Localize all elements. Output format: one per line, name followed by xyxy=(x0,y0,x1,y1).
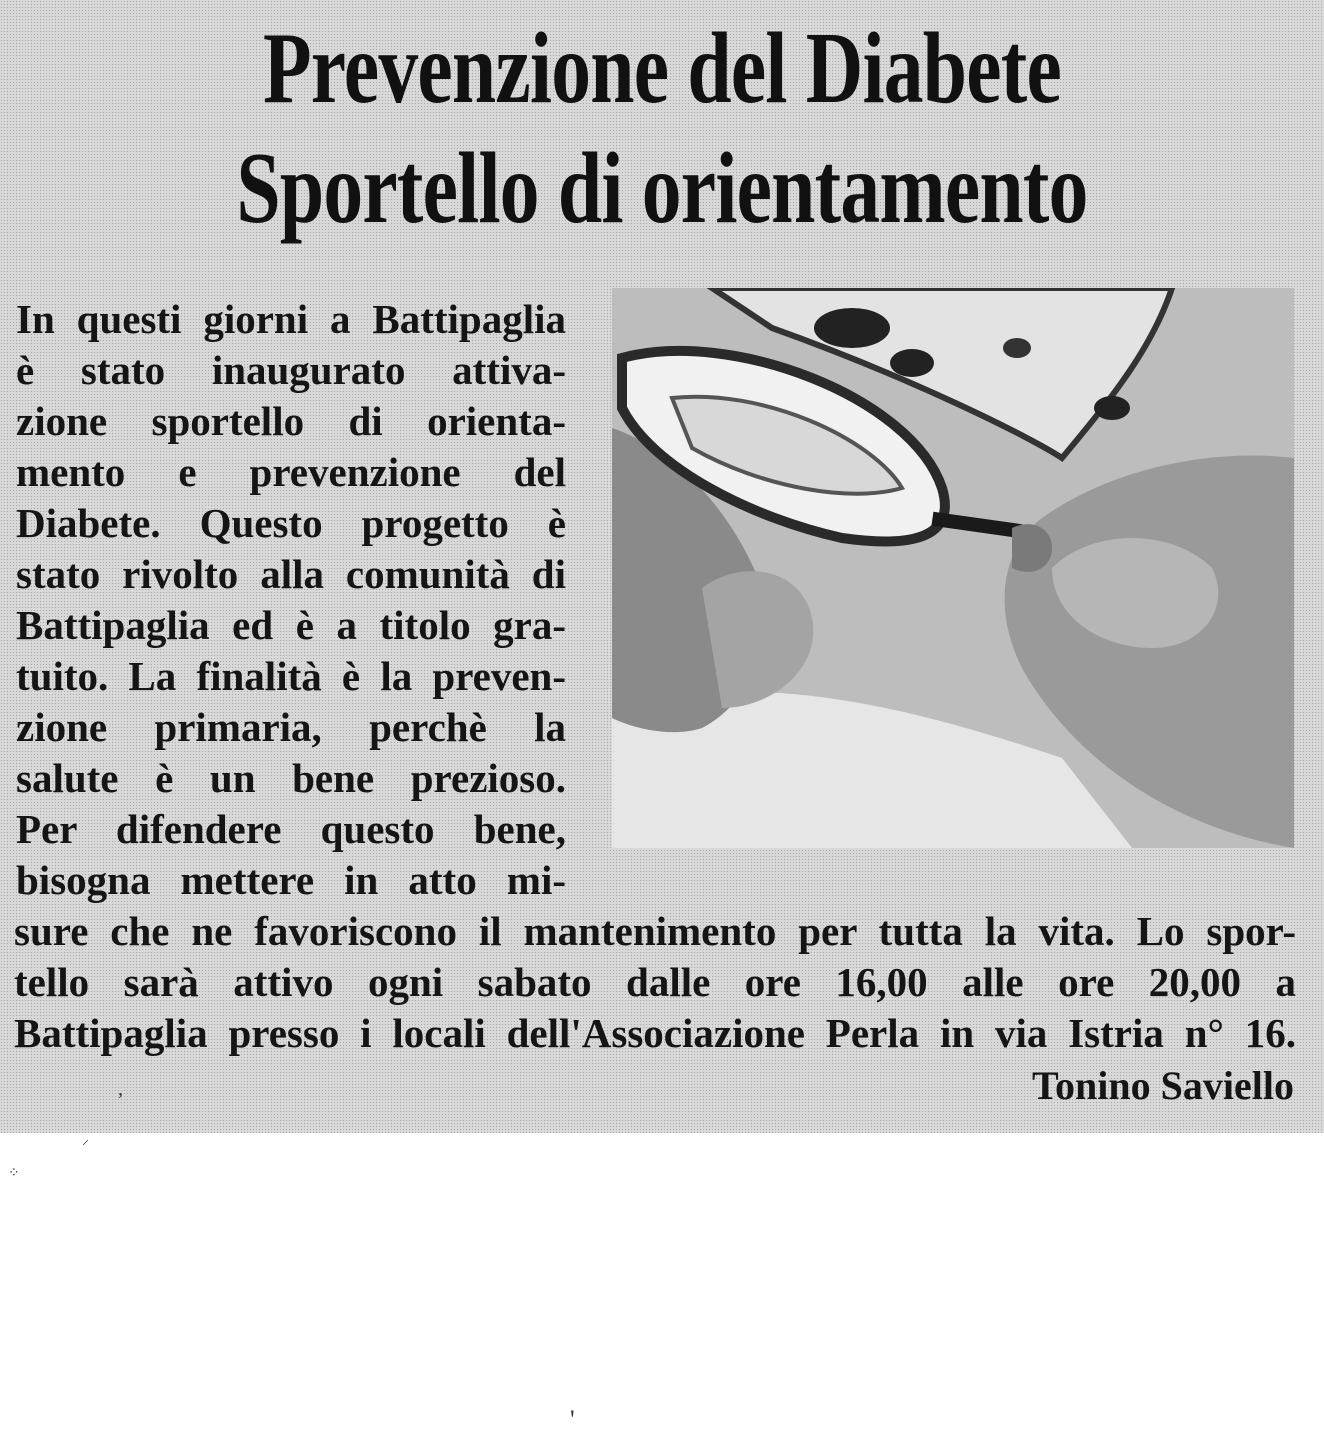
glucose-meter-photo xyxy=(612,288,1294,848)
article-line: salute è un bene prezioso. xyxy=(16,755,566,801)
scan-speck: ⸝ xyxy=(82,1133,89,1148)
article-column xyxy=(16,294,566,906)
article-line: bisogna mettere in atto mi- xyxy=(16,857,566,903)
article-line: Diabete. Questo progetto è xyxy=(16,500,566,546)
article-line: zione sportello di orienta- xyxy=(16,398,566,444)
headline-line-1: Prevenzione del Diabete xyxy=(262,12,1062,125)
article-line: stato rivolto alla comunità di xyxy=(16,551,566,597)
article-line: tello sarà attivo ogni sabato dalle ore 16,00 alle ore 20,00 a xyxy=(14,959,1296,1005)
author-signature: Tonino Saviello xyxy=(1032,1063,1294,1108)
article-line: Per difendere questo bene, xyxy=(16,806,566,852)
article-full-width xyxy=(14,906,1296,1059)
article-line: tuito. La finalità è la preven- xyxy=(16,653,566,699)
article-line: sure che ne favoriscono il mantenimento per tutta la vita. Lo spor- xyxy=(14,908,1296,954)
scan-speck: , xyxy=(118,1078,123,1100)
headline-line-2: Sportello di orientamento xyxy=(236,132,1088,245)
article-line: è stato inaugurato attiva- xyxy=(16,347,566,393)
article-line: Battipaglia presso i locali dell'Associazione Perla in via Istria n° 16. xyxy=(14,1010,1296,1056)
glucose-meter-illustration xyxy=(612,288,1294,848)
scan-speck: ' xyxy=(570,1405,575,1434)
article-line: In questi giorni a Battipaglia xyxy=(16,296,566,342)
article-line: Battipaglia ed è a titolo gra- xyxy=(16,602,566,648)
scan-speck: ⁘ xyxy=(8,1166,20,1181)
article-line: zione primaria, perchè la xyxy=(16,704,566,750)
article-line: mento e prevenzione del xyxy=(16,449,566,495)
